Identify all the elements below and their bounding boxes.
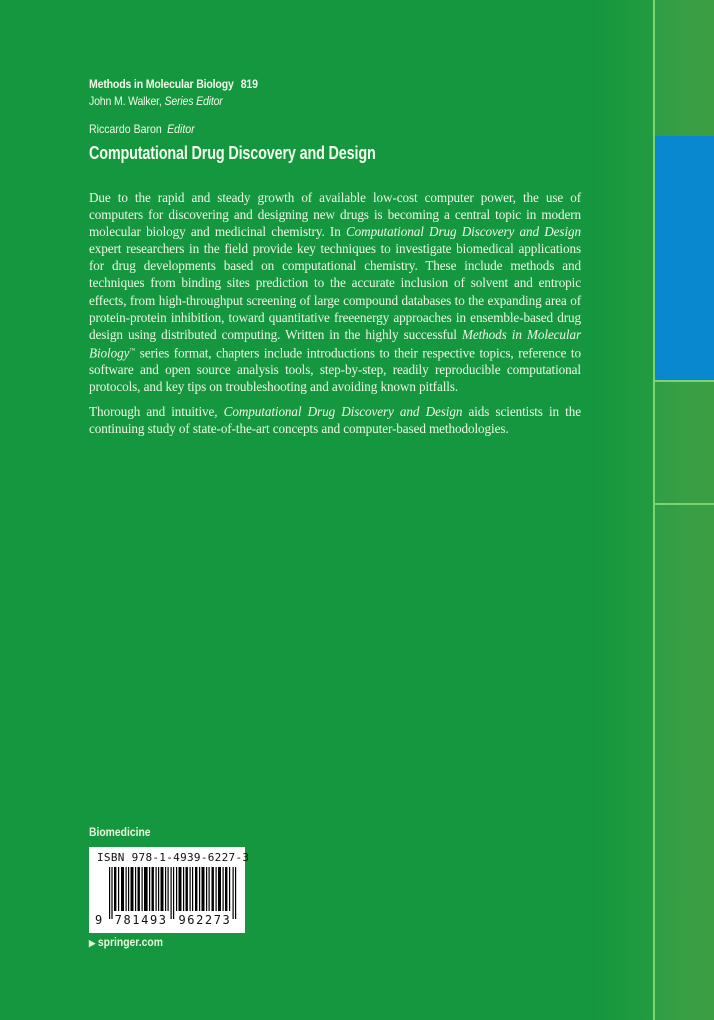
website-label: springer.com — [97, 937, 163, 949]
series-name: Methods in Molecular Biology — [89, 77, 234, 91]
isbn-barcode — [89, 847, 250, 933]
series-volume: 819 — [240, 77, 258, 91]
book-editor-name: Riccardo Baron — [89, 122, 162, 136]
description-paragraph-2 — [89, 403, 581, 437]
spine-divider-1 — [655, 380, 714, 382]
description-text: expert researchers in the field provide key techniques to investigate biomedical applications for drug developments based on computational chemistry. These include methods and techniques from binding sites prediction to the accurate inclusion of solvent and entropic effects, from high-throughput screening of large compound databases to the expanding area of protein-protein inhibition, toward quantitative freeenergy approaches in ensemble-based drug design using distributed computing. Written in the highly successful — [89, 241, 581, 342]
description-series-name: Methods in Molecular Biology — [89, 326, 581, 361]
description-text: series format, chapters include introductions to their respective topics, reference to software and open source analysis tools, step-by-step, readily reproducible computational protocols, and key tips on troubleshooting and avoiding known pitfalls. — [89, 345, 581, 395]
series-editor-name: John M. Walker, — [89, 94, 162, 108]
barcode-bars — [109, 867, 237, 919]
spine-blue-band — [655, 136, 714, 380]
description-book-title: Computational Drug Discovery and Design — [345, 224, 581, 240]
book-description — [89, 189, 581, 444]
book-editor-role: Editor — [167, 122, 195, 136]
ean-first-digit: 9 — [95, 913, 104, 927]
book-title: Computational Drug Discovery and Design — [89, 143, 376, 163]
series-editor-role: Series Editor — [164, 94, 223, 108]
description-paragraph-1 — [89, 189, 581, 396]
cover-shade — [590, 0, 653, 1020]
isbn-label: ISBN 978-1-4939-6227-3 — [97, 851, 250, 864]
description-text: Thorough and intuitive, — [89, 403, 224, 419]
trademark-symbol: ™ — [129, 347, 136, 354]
publisher-website[interactable] — [89, 937, 163, 949]
barcode-graphic — [109, 867, 237, 919]
ean-right-group: 962273 — [178, 913, 232, 927]
description-text: Due to the rapid and steady growth of available low-cost computer power, the use of computers for discovering and designing new drugs is becoming a central topic in modern molecular biology and medicinal chemistry. In — [89, 190, 581, 240]
subject-category: Biomedicine — [89, 827, 151, 839]
ean-digits — [94, 913, 242, 927]
ean-left-group: 781493 — [114, 913, 168, 927]
description-text: aids scientists in the continuing study of state-of-the-art concepts and computer-based methodologies. — [89, 403, 581, 436]
spine-divider-2 — [655, 503, 714, 505]
play-arrow-icon: ▶ — [89, 938, 96, 948]
book-editor — [89, 121, 195, 137]
description-book-title: Computational Drug Discovery and Design — [223, 403, 463, 419]
series-info — [89, 76, 258, 110]
